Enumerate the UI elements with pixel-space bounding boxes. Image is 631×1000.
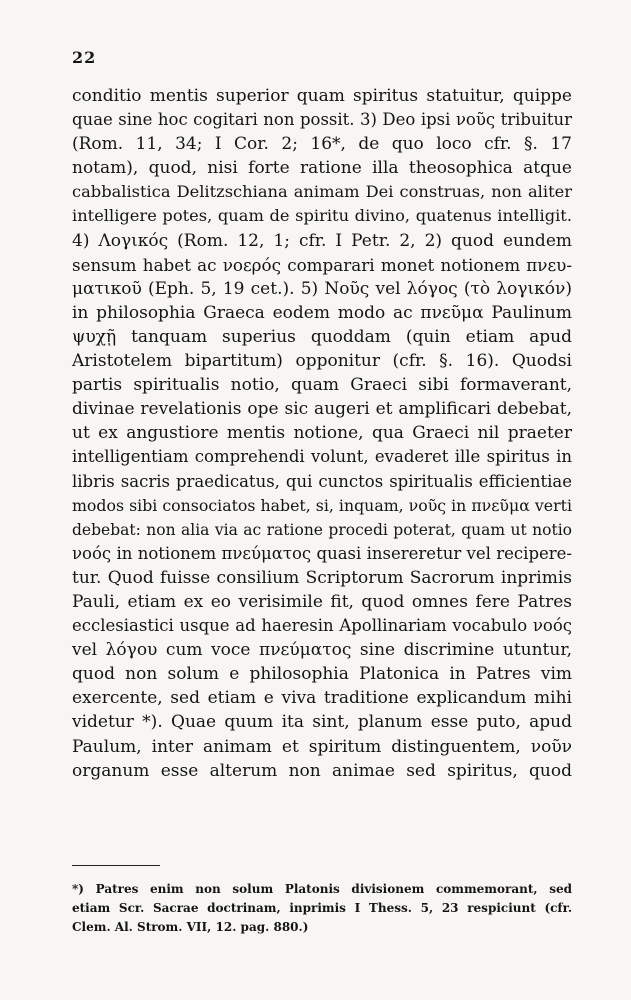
text-line: νοός in notionem πνεύματος quasi insereretur vel recipere- xyxy=(72,543,572,563)
text-line: quod non solum e philosophia Platonica in Patres vim xyxy=(72,664,572,685)
text-line: sensum habet ac νοερός comparari monet notionem πνευ- xyxy=(72,254,572,275)
text-line: intelligere potes, quam de spiritu divino, quatenus intelligit. xyxy=(72,206,572,226)
main-text xyxy=(72,84,572,783)
text-line: Paulum, inter animam et spiritum distinguentem, νοῦν xyxy=(72,736,572,757)
text-line: libris sacris praedicatus, qui cunctos spiritualis efficientiae xyxy=(72,471,572,491)
text-line: intelligentiam comprehendi volunt, evaderet ille spiritus in xyxy=(72,447,572,467)
footnote-divider xyxy=(72,865,160,866)
text-line: divinae revelationis ope sic augeri et amplificari debebat, xyxy=(72,399,572,420)
page-number: 22 xyxy=(72,48,97,67)
text-line: modos sibi consociatos habet, si, inquam, νοῦς in πνεῦμα verti xyxy=(72,495,572,515)
text-line: organum esse alterum non animae sed spiritus, quod xyxy=(72,760,572,781)
text-line: Aristotelem bipartitum) opponitur (cfr. §. 16). Quodsi xyxy=(72,351,572,372)
text-line: partis spiritualis notio, quam Graeci sibi formaverant, xyxy=(72,375,572,396)
text-line: cabbalistica Delitzschiana animam Dei construas, non aliter xyxy=(72,182,572,202)
text-line: videtur *). Quae quum ita sint, planum esse puto, apud xyxy=(72,712,572,733)
text-line: quae sine hoc cogitari non possit. 3) Deo ipsi νοῦς tribuitur xyxy=(72,110,572,130)
footnote-line: *) Patres enim non solum Platonis divisionem commemorant, sed xyxy=(72,882,572,896)
footnote-line: etiam Scr. Sacrae doctrinam, inprimis I Thess. 5, 23 respiciunt (cfr. xyxy=(72,901,572,915)
text-line: conditio mentis superior quam spiritus statuitur, quippe xyxy=(72,86,572,106)
text-line: (Rom. 11, 34; I Cor. 2; 16*, de quo loco cfr. §. 17 xyxy=(72,134,572,155)
text-line: ματικοῦ (Eph. 5, 19 cet.). 5) Νοῦς vel λόγος (τὸ λογικόν) xyxy=(72,278,572,299)
text-line: Pauli, etiam ex eo verisimile fit, quod omnes fere Patres xyxy=(72,591,572,612)
text-line: ut ex angustiore mentis notione, qua Graeci nil praeter xyxy=(72,423,572,444)
text-line: ecclesiastici usque ad haeresin Apollinariam vocabulo νοός xyxy=(72,616,572,636)
text-line: tur. Quod fuisse consilium Scriptorum Sacrorum inprimis xyxy=(72,567,572,588)
text-line: ψυχῇ tanquam superius quoddam (quin etiam apud xyxy=(72,326,572,347)
text-line: 4) Λογικός (Rom. 12, 1; cfr. I Petr. 2, 2) quod eundem xyxy=(72,230,572,251)
text-line: notam), quod, nisi forte ratione illa theosophica atque xyxy=(72,158,572,179)
footnote xyxy=(72,880,572,937)
text-line: in philosophia Graeca eodem modo ac πνεῦμα Paulinum xyxy=(72,302,572,323)
text-line: debebat: non alia via ac ratione procedi poterat, quam ut notio xyxy=(72,520,572,539)
footnote-line: Clem. Al. Strom. VII, 12. pag. 880.) xyxy=(72,920,309,934)
text-line: exercente, sed etiam e viva traditione explicandum mihi xyxy=(72,688,572,709)
text-line: vel λόγου cum voce πνεύματος sine discrimine utuntur, xyxy=(72,640,572,661)
